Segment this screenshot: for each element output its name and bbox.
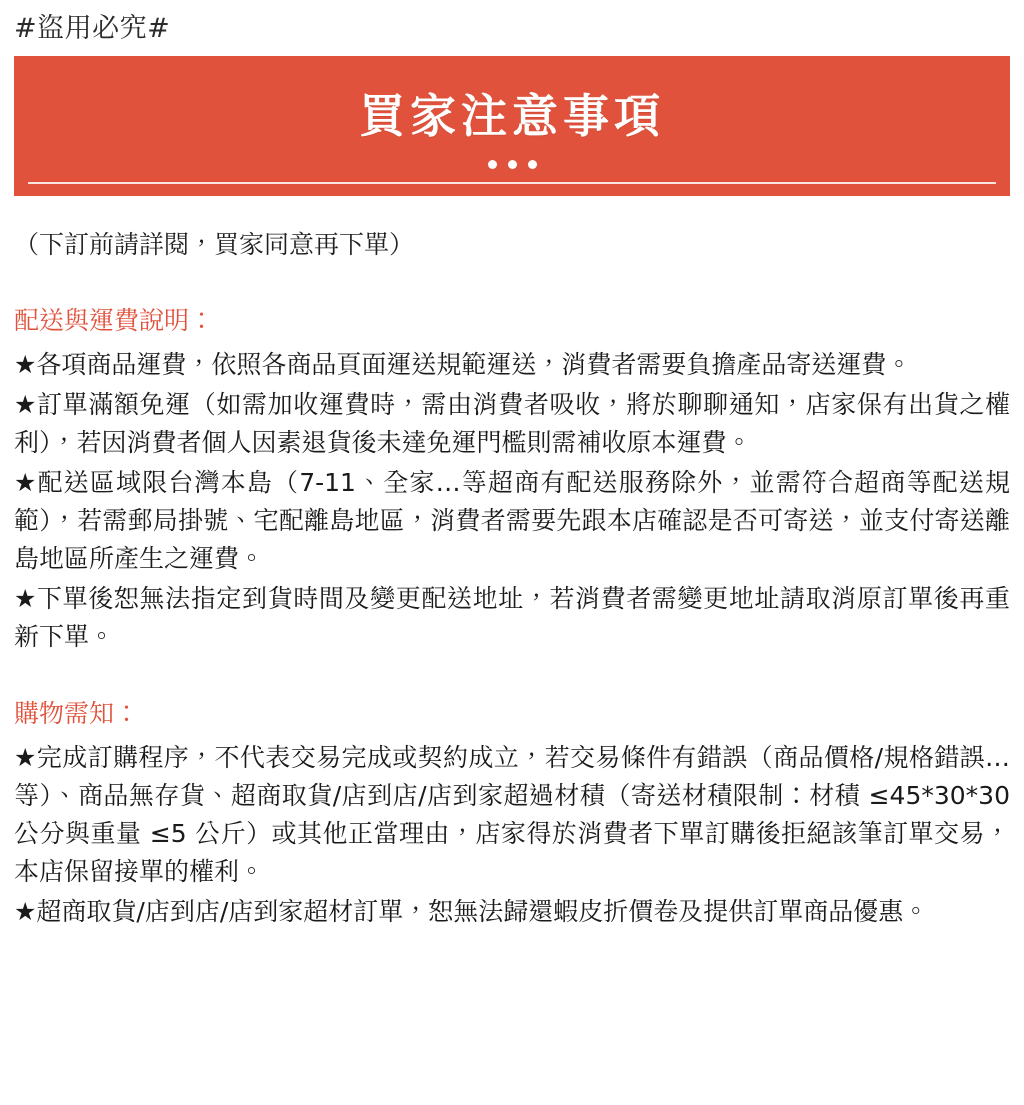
- list-item: ★完成訂購程序，不代表交易完成或契約成立，若交易條件有錯誤（商品價格/規格錯誤…等）、商品無存貨、超商取貨/店到店/店到家超過材積（寄送材積限制：材積 ≤45*30*30 公分與重量 ≤5 公斤）或其他正當理由，店家得於消費者下單訂購後拒絕該筆訂單交易，本店保留接單的權利。: [14, 743, 1010, 887]
- intro-note: （下訂前請詳閱，買家同意再下單）: [14, 229, 415, 259]
- banner-title: 買家注意事項: [359, 88, 665, 143]
- section-shipping: [0, 303, 1024, 656]
- banner-dots-decoration: [488, 160, 537, 169]
- dot-icon: [488, 160, 497, 169]
- section-title-shopping-info: 購物需知：: [14, 699, 140, 729]
- banner-underline: [28, 182, 996, 184]
- section-title-shipping: 配送與運費說明：: [14, 306, 215, 336]
- list-item: ★各項商品運費，依照各商品頁面運送規範運送，消費者需要負擔產品寄送運費。: [14, 350, 912, 380]
- dot-icon: [508, 160, 517, 169]
- dot-icon: [528, 160, 537, 169]
- watermark-text: #盜用必究#: [14, 13, 171, 44]
- list-item: ★超商取貨/店到店/店到家超材訂單，恕無法歸還蝦皮折價卷及提供訂單商品優惠。: [14, 897, 929, 927]
- header-banner: [14, 56, 1010, 196]
- section-shopping-info: [0, 696, 1024, 931]
- list-item: ★下單後恕無法指定到貨時間及變更配送地址，若消費者需變更地址請取消原訂單後再重新下單。: [14, 584, 1010, 652]
- list-item: ★配送區域限台灣本島（7-11、全家…等超商有配送服務除外，並需符合超商等配送規範），若需郵局掛號、宅配離島地區，消費者需要先跟本店確認是否可寄送，並支付寄送離島地區所產生之運費。: [14, 468, 1010, 574]
- list-item: ★訂單滿額免運（如需加收運費時，需由消費者吸收，將於聊聊通知，店家保有出貨之權利），若因消費者個人因素退貨後未達免運門檻則需補收原本運費。: [14, 390, 1010, 458]
